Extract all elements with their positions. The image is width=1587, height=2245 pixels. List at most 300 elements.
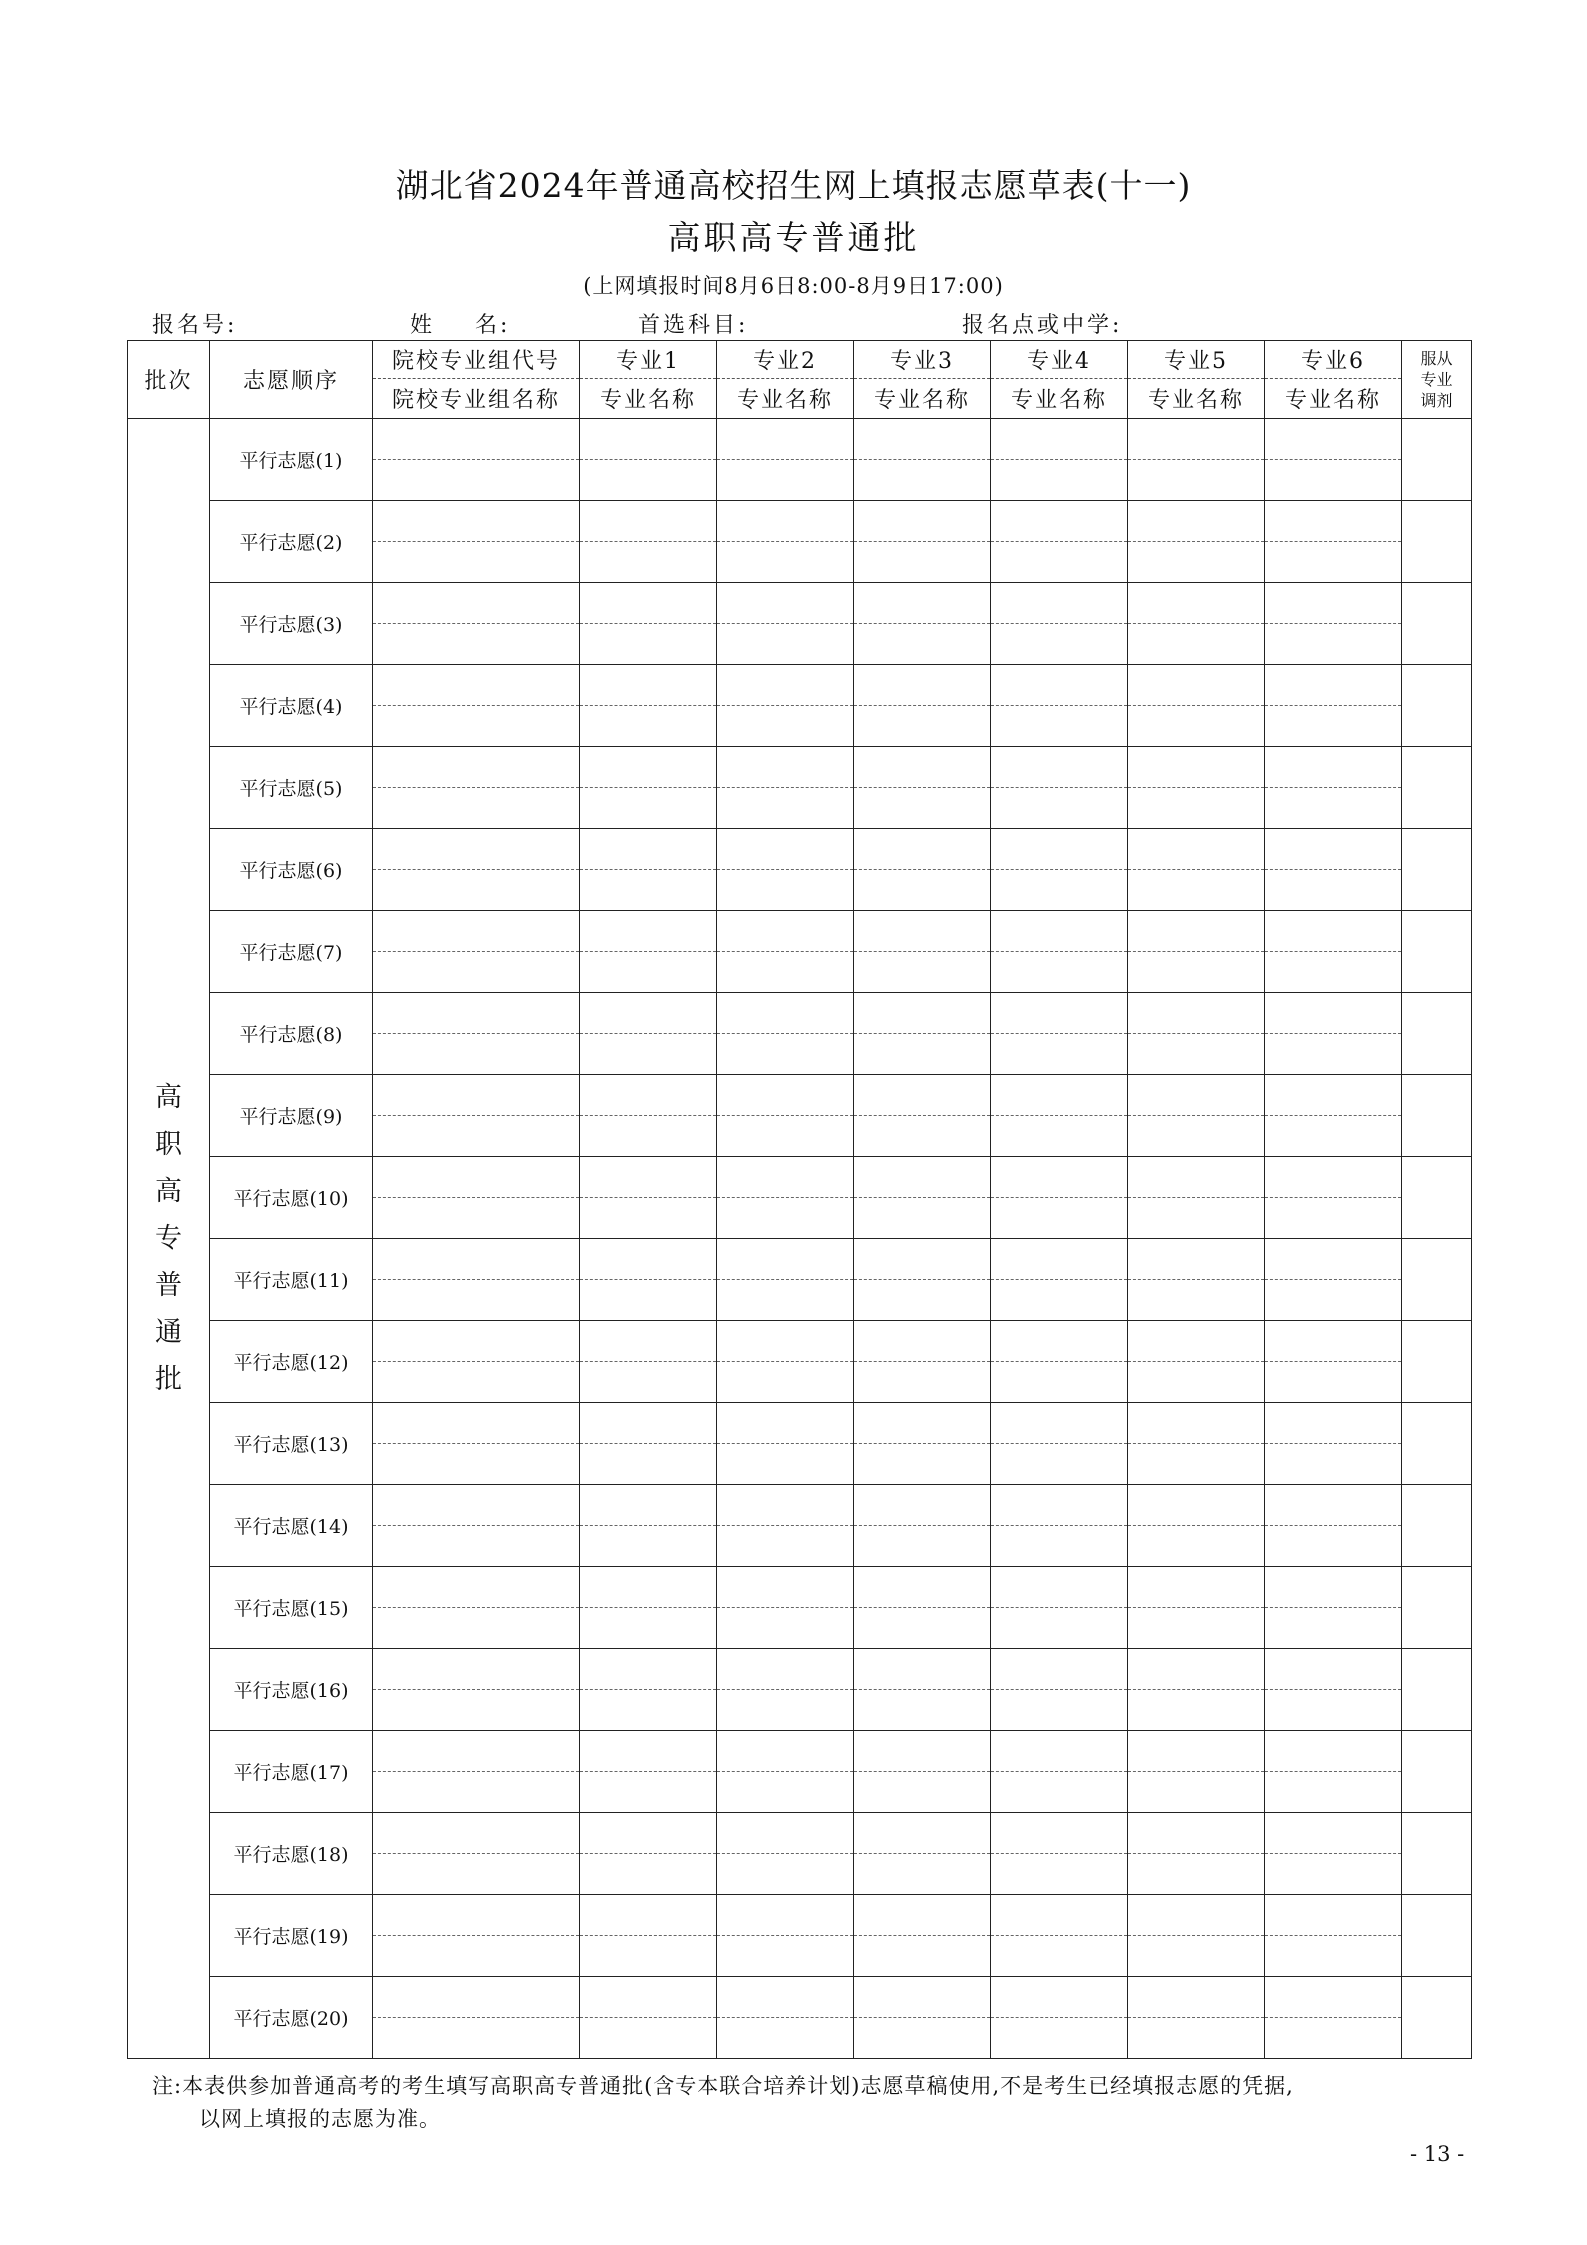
- adjustment-cell[interactable]: [1402, 1649, 1472, 1731]
- group-code-slot[interactable]: [373, 747, 579, 788]
- major-code-slot[interactable]: [854, 501, 990, 542]
- group-entry-cell[interactable]: [373, 1157, 580, 1239]
- major-name-slot[interactable]: [854, 1772, 990, 1812]
- major-name-slot[interactable]: [1265, 1280, 1401, 1320]
- major-name-slot[interactable]: [1128, 1116, 1264, 1156]
- major-code-slot[interactable]: [1128, 1075, 1264, 1116]
- adjustment-cell[interactable]: [1402, 747, 1472, 829]
- major-name-slot[interactable]: [854, 1444, 990, 1484]
- major-entry-cell[interactable]: [580, 1649, 717, 1731]
- group-code-slot[interactable]: [373, 1239, 579, 1280]
- major-name-slot[interactable]: [991, 1772, 1127, 1812]
- group-code-slot[interactable]: [373, 1485, 579, 1526]
- major-entry-cell[interactable]: [854, 993, 991, 1075]
- major-code-slot[interactable]: [854, 1485, 990, 1526]
- major-code-slot[interactable]: [1128, 1895, 1264, 1936]
- major-name-slot[interactable]: [991, 1198, 1127, 1238]
- major-code-slot[interactable]: [717, 1403, 853, 1444]
- major-code-slot[interactable]: [717, 829, 853, 870]
- group-code-slot[interactable]: [373, 501, 579, 542]
- group-code-slot[interactable]: [373, 1813, 579, 1854]
- major-code-slot[interactable]: [1265, 829, 1401, 870]
- major-name-slot[interactable]: [854, 2018, 990, 2058]
- group-name-slot[interactable]: [373, 1034, 579, 1074]
- group-entry-cell[interactable]: [373, 665, 580, 747]
- major-code-slot[interactable]: [1128, 665, 1264, 706]
- group-entry-cell[interactable]: [373, 419, 580, 501]
- major-code-slot[interactable]: [717, 993, 853, 1034]
- major-entry-cell[interactable]: [854, 583, 991, 665]
- major-name-slot[interactable]: [1128, 1198, 1264, 1238]
- group-code-slot[interactable]: [373, 1157, 579, 1198]
- major-entry-cell[interactable]: [580, 1895, 717, 1977]
- group-name-slot[interactable]: [373, 1690, 579, 1730]
- major-code-slot[interactable]: [580, 993, 716, 1034]
- group-code-slot[interactable]: [373, 1321, 579, 1362]
- major-entry-cell[interactable]: [580, 1813, 717, 1895]
- major-entry-cell[interactable]: [717, 747, 854, 829]
- major-entry-cell[interactable]: [854, 1157, 991, 1239]
- major-name-slot[interactable]: [991, 1280, 1127, 1320]
- group-code-slot[interactable]: [373, 1403, 579, 1444]
- major-entry-cell[interactable]: [717, 1649, 854, 1731]
- major-code-slot[interactable]: [854, 1157, 990, 1198]
- group-entry-cell[interactable]: [373, 501, 580, 583]
- major-entry-cell[interactable]: [991, 1403, 1128, 1485]
- major-entry-cell[interactable]: [854, 1813, 991, 1895]
- group-code-slot[interactable]: [373, 583, 579, 624]
- major-name-slot[interactable]: [580, 1116, 716, 1156]
- major-name-slot[interactable]: [580, 1854, 716, 1894]
- major-name-slot[interactable]: [1265, 1854, 1401, 1894]
- major-entry-cell[interactable]: [717, 1731, 854, 1813]
- major-name-slot[interactable]: [717, 1444, 853, 1484]
- major-entry-cell[interactable]: [991, 1321, 1128, 1403]
- major-entry-cell[interactable]: [1265, 1649, 1402, 1731]
- major-name-slot[interactable]: [717, 1854, 853, 1894]
- major-code-slot[interactable]: [991, 1239, 1127, 1280]
- major-entry-cell[interactable]: [580, 1321, 717, 1403]
- major-name-slot[interactable]: [1128, 1034, 1264, 1074]
- major-code-slot[interactable]: [1265, 583, 1401, 624]
- group-code-slot[interactable]: [373, 1567, 579, 1608]
- major-entry-cell[interactable]: [854, 665, 991, 747]
- adjustment-cell[interactable]: [1402, 501, 1472, 583]
- group-name-slot[interactable]: [373, 1608, 579, 1648]
- major-entry-cell[interactable]: [717, 1485, 854, 1567]
- group-entry-cell[interactable]: [373, 1813, 580, 1895]
- major-name-slot[interactable]: [991, 1526, 1127, 1566]
- major-name-slot[interactable]: [1265, 1526, 1401, 1566]
- group-entry-cell[interactable]: [373, 1731, 580, 1813]
- major-code-slot[interactable]: [854, 665, 990, 706]
- major-entry-cell[interactable]: [1265, 1403, 1402, 1485]
- major-code-slot[interactable]: [580, 1813, 716, 1854]
- major-code-slot[interactable]: [1128, 1239, 1264, 1280]
- major-code-slot[interactable]: [1265, 1567, 1401, 1608]
- major-name-slot[interactable]: [1265, 1772, 1401, 1812]
- major-entry-cell[interactable]: [1128, 829, 1265, 911]
- major-entry-cell[interactable]: [991, 747, 1128, 829]
- major-code-slot[interactable]: [717, 1813, 853, 1854]
- major-code-slot[interactable]: [580, 829, 716, 870]
- major-entry-cell[interactable]: [991, 1075, 1128, 1157]
- major-name-slot[interactable]: [991, 1854, 1127, 1894]
- major-code-slot[interactable]: [580, 1567, 716, 1608]
- major-name-slot[interactable]: [1265, 1116, 1401, 1156]
- major-entry-cell[interactable]: [1265, 1485, 1402, 1567]
- major-entry-cell[interactable]: [717, 1157, 854, 1239]
- group-entry-cell[interactable]: [373, 1321, 580, 1403]
- major-entry-cell[interactable]: [717, 665, 854, 747]
- major-name-slot[interactable]: [854, 542, 990, 582]
- major-name-slot[interactable]: [580, 624, 716, 664]
- major-entry-cell[interactable]: [717, 1567, 854, 1649]
- major-entry-cell[interactable]: [580, 583, 717, 665]
- major-name-slot[interactable]: [991, 460, 1127, 500]
- major-name-slot[interactable]: [1128, 788, 1264, 828]
- major-entry-cell[interactable]: [717, 993, 854, 1075]
- major-code-slot[interactable]: [1265, 1895, 1401, 1936]
- major-entry-cell[interactable]: [854, 1567, 991, 1649]
- major-name-slot[interactable]: [1265, 460, 1401, 500]
- major-code-slot[interactable]: [1128, 1731, 1264, 1772]
- major-name-slot[interactable]: [991, 542, 1127, 582]
- major-code-slot[interactable]: [580, 911, 716, 952]
- major-name-slot[interactable]: [580, 542, 716, 582]
- major-code-slot[interactable]: [1128, 993, 1264, 1034]
- major-name-slot[interactable]: [580, 1690, 716, 1730]
- major-entry-cell[interactable]: [1265, 1321, 1402, 1403]
- major-name-slot[interactable]: [1265, 1444, 1401, 1484]
- major-entry-cell[interactable]: [991, 665, 1128, 747]
- major-entry-cell[interactable]: [854, 1895, 991, 1977]
- major-code-slot[interactable]: [1265, 665, 1401, 706]
- major-code-slot[interactable]: [1265, 1239, 1401, 1280]
- major-entry-cell[interactable]: [1265, 1977, 1402, 2059]
- major-code-slot[interactable]: [580, 1649, 716, 1690]
- group-entry-cell[interactable]: [373, 1649, 580, 1731]
- major-name-slot[interactable]: [580, 1936, 716, 1976]
- major-entry-cell[interactable]: [580, 1977, 717, 2059]
- major-entry-cell[interactable]: [854, 1239, 991, 1321]
- group-name-slot[interactable]: [373, 788, 579, 828]
- major-code-slot[interactable]: [1128, 1567, 1264, 1608]
- major-entry-cell[interactable]: [1128, 583, 1265, 665]
- major-code-slot[interactable]: [854, 1239, 990, 1280]
- major-entry-cell[interactable]: [717, 1321, 854, 1403]
- major-entry-cell[interactable]: [854, 1731, 991, 1813]
- major-name-slot[interactable]: [1128, 1772, 1264, 1812]
- major-name-slot[interactable]: [580, 788, 716, 828]
- major-code-slot[interactable]: [1265, 1731, 1401, 1772]
- major-code-slot[interactable]: [1128, 419, 1264, 460]
- major-entry-cell[interactable]: [1265, 1157, 1402, 1239]
- major-name-slot[interactable]: [854, 1280, 990, 1320]
- major-code-slot[interactable]: [580, 1403, 716, 1444]
- major-name-slot[interactable]: [580, 460, 716, 500]
- major-entry-cell[interactable]: [991, 1239, 1128, 1321]
- major-code-slot[interactable]: [991, 829, 1127, 870]
- major-code-slot[interactable]: [580, 1239, 716, 1280]
- major-code-slot[interactable]: [717, 1321, 853, 1362]
- major-name-slot[interactable]: [1128, 542, 1264, 582]
- major-code-slot[interactable]: [1265, 1157, 1401, 1198]
- group-entry-cell[interactable]: [373, 1485, 580, 1567]
- major-entry-cell[interactable]: [1265, 1813, 1402, 1895]
- major-entry-cell[interactable]: [580, 829, 717, 911]
- major-entry-cell[interactable]: [580, 1239, 717, 1321]
- major-name-slot[interactable]: [991, 1936, 1127, 1976]
- major-code-slot[interactable]: [854, 583, 990, 624]
- major-code-slot[interactable]: [991, 1403, 1127, 1444]
- major-code-slot[interactable]: [717, 501, 853, 542]
- adjustment-cell[interactable]: [1402, 1977, 1472, 2059]
- major-entry-cell[interactable]: [1265, 1895, 1402, 1977]
- major-name-slot[interactable]: [1265, 624, 1401, 664]
- major-code-slot[interactable]: [580, 665, 716, 706]
- major-code-slot[interactable]: [580, 747, 716, 788]
- group-entry-cell[interactable]: [373, 1239, 580, 1321]
- major-entry-cell[interactable]: [854, 1403, 991, 1485]
- major-entry-cell[interactable]: [1128, 747, 1265, 829]
- major-entry-cell[interactable]: [1128, 1321, 1265, 1403]
- major-name-slot[interactable]: [854, 1362, 990, 1402]
- major-name-slot[interactable]: [854, 952, 990, 992]
- major-name-slot[interactable]: [1128, 1280, 1264, 1320]
- major-code-slot[interactable]: [854, 1895, 990, 1936]
- major-name-slot[interactable]: [1128, 2018, 1264, 2058]
- major-code-slot[interactable]: [991, 1321, 1127, 1362]
- major-name-slot[interactable]: [1128, 1936, 1264, 1976]
- major-name-slot[interactable]: [1128, 952, 1264, 992]
- major-entry-cell[interactable]: [717, 1813, 854, 1895]
- major-entry-cell[interactable]: [1128, 1485, 1265, 1567]
- major-entry-cell[interactable]: [1128, 993, 1265, 1075]
- major-code-slot[interactable]: [1265, 1485, 1401, 1526]
- major-name-slot[interactable]: [717, 1280, 853, 1320]
- major-code-slot[interactable]: [991, 993, 1127, 1034]
- major-entry-cell[interactable]: [854, 747, 991, 829]
- major-entry-cell[interactable]: [580, 1157, 717, 1239]
- major-code-slot[interactable]: [580, 419, 716, 460]
- major-code-slot[interactable]: [1265, 747, 1401, 788]
- adjustment-cell[interactable]: [1402, 419, 1472, 501]
- major-code-slot[interactable]: [991, 665, 1127, 706]
- major-entry-cell[interactable]: [991, 1157, 1128, 1239]
- group-name-slot[interactable]: [373, 1362, 579, 1402]
- major-name-slot[interactable]: [1128, 1444, 1264, 1484]
- group-name-slot[interactable]: [373, 870, 579, 910]
- major-name-slot[interactable]: [717, 1198, 853, 1238]
- major-name-slot[interactable]: [717, 706, 853, 746]
- major-name-slot[interactable]: [1128, 1854, 1264, 1894]
- major-name-slot[interactable]: [580, 1526, 716, 1566]
- group-entry-cell[interactable]: [373, 1567, 580, 1649]
- group-entry-cell[interactable]: [373, 1895, 580, 1977]
- major-name-slot[interactable]: [580, 1198, 716, 1238]
- major-name-slot[interactable]: [1265, 1362, 1401, 1402]
- adjustment-cell[interactable]: [1402, 1239, 1472, 1321]
- major-name-slot[interactable]: [991, 1116, 1127, 1156]
- major-name-slot[interactable]: [854, 1526, 990, 1566]
- major-code-slot[interactable]: [1128, 583, 1264, 624]
- major-code-slot[interactable]: [991, 1895, 1127, 1936]
- major-name-slot[interactable]: [991, 2018, 1127, 2058]
- major-code-slot[interactable]: [1128, 1813, 1264, 1854]
- major-code-slot[interactable]: [991, 1485, 1127, 1526]
- major-code-slot[interactable]: [991, 1157, 1127, 1198]
- major-code-slot[interactable]: [580, 1075, 716, 1116]
- adjustment-cell[interactable]: [1402, 1895, 1472, 1977]
- major-entry-cell[interactable]: [991, 419, 1128, 501]
- major-name-slot[interactable]: [1128, 460, 1264, 500]
- major-name-slot[interactable]: [717, 542, 853, 582]
- major-name-slot[interactable]: [1265, 870, 1401, 910]
- adjustment-cell[interactable]: [1402, 1813, 1472, 1895]
- major-name-slot[interactable]: [580, 2018, 716, 2058]
- group-code-slot[interactable]: [373, 665, 579, 706]
- major-code-slot[interactable]: [717, 583, 853, 624]
- major-entry-cell[interactable]: [1128, 1157, 1265, 1239]
- major-name-slot[interactable]: [717, 1116, 853, 1156]
- major-name-slot[interactable]: [854, 624, 990, 664]
- major-code-slot[interactable]: [1265, 1977, 1401, 2018]
- major-entry-cell[interactable]: [1265, 911, 1402, 993]
- major-name-slot[interactable]: [580, 1444, 716, 1484]
- major-code-slot[interactable]: [1128, 1321, 1264, 1362]
- major-code-slot[interactable]: [991, 747, 1127, 788]
- major-name-slot[interactable]: [1265, 2018, 1401, 2058]
- major-entry-cell[interactable]: [580, 665, 717, 747]
- major-entry-cell[interactable]: [580, 1567, 717, 1649]
- major-entry-cell[interactable]: [717, 1977, 854, 2059]
- group-name-slot[interactable]: [373, 1854, 579, 1894]
- major-entry-cell[interactable]: [580, 419, 717, 501]
- major-entry-cell[interactable]: [991, 1649, 1128, 1731]
- major-name-slot[interactable]: [1128, 624, 1264, 664]
- group-entry-cell[interactable]: [373, 911, 580, 993]
- major-name-slot[interactable]: [580, 1608, 716, 1648]
- major-entry-cell[interactable]: [580, 1485, 717, 1567]
- major-entry-cell[interactable]: [717, 1239, 854, 1321]
- major-entry-cell[interactable]: [1265, 1731, 1402, 1813]
- group-entry-cell[interactable]: [373, 747, 580, 829]
- group-code-slot[interactable]: [373, 993, 579, 1034]
- major-code-slot[interactable]: [580, 583, 716, 624]
- major-entry-cell[interactable]: [717, 583, 854, 665]
- major-name-slot[interactable]: [717, 2018, 853, 2058]
- adjustment-cell[interactable]: [1402, 1567, 1472, 1649]
- major-name-slot[interactable]: [991, 1034, 1127, 1074]
- major-code-slot[interactable]: [717, 665, 853, 706]
- group-name-slot[interactable]: [373, 1526, 579, 1566]
- major-code-slot[interactable]: [1128, 1403, 1264, 1444]
- major-name-slot[interactable]: [854, 1936, 990, 1976]
- major-name-slot[interactable]: [854, 1854, 990, 1894]
- major-code-slot[interactable]: [854, 1731, 990, 1772]
- major-entry-cell[interactable]: [991, 993, 1128, 1075]
- major-entry-cell[interactable]: [854, 501, 991, 583]
- major-entry-cell[interactable]: [580, 911, 717, 993]
- major-name-slot[interactable]: [717, 1526, 853, 1566]
- major-code-slot[interactable]: [1265, 1649, 1401, 1690]
- major-entry-cell[interactable]: [1128, 419, 1265, 501]
- major-entry-cell[interactable]: [854, 911, 991, 993]
- major-code-slot[interactable]: [991, 1977, 1127, 2018]
- major-name-slot[interactable]: [1128, 870, 1264, 910]
- major-name-slot[interactable]: [1265, 1608, 1401, 1648]
- major-name-slot[interactable]: [991, 706, 1127, 746]
- major-entry-cell[interactable]: [854, 1485, 991, 1567]
- major-code-slot[interactable]: [1128, 1977, 1264, 2018]
- major-entry-cell[interactable]: [1265, 501, 1402, 583]
- major-name-slot[interactable]: [580, 706, 716, 746]
- major-entry-cell[interactable]: [580, 1075, 717, 1157]
- group-name-slot[interactable]: [373, 952, 579, 992]
- group-code-slot[interactable]: [373, 419, 579, 460]
- group-code-slot[interactable]: [373, 1731, 579, 1772]
- adjustment-cell[interactable]: [1402, 1075, 1472, 1157]
- major-entry-cell[interactable]: [1265, 583, 1402, 665]
- major-name-slot[interactable]: [717, 1608, 853, 1648]
- major-name-slot[interactable]: [717, 1772, 853, 1812]
- major-name-slot[interactable]: [580, 1772, 716, 1812]
- major-name-slot[interactable]: [854, 1034, 990, 1074]
- major-name-slot[interactable]: [717, 460, 853, 500]
- group-code-slot[interactable]: [373, 1895, 579, 1936]
- major-entry-cell[interactable]: [991, 911, 1128, 993]
- major-code-slot[interactable]: [717, 1567, 853, 1608]
- major-name-slot[interactable]: [1128, 1608, 1264, 1648]
- group-name-slot[interactable]: [373, 1936, 579, 1976]
- major-code-slot[interactable]: [854, 829, 990, 870]
- major-name-slot[interactable]: [1265, 706, 1401, 746]
- major-name-slot[interactable]: [1128, 1690, 1264, 1730]
- major-name-slot[interactable]: [580, 952, 716, 992]
- group-entry-cell[interactable]: [373, 829, 580, 911]
- major-code-slot[interactable]: [854, 1075, 990, 1116]
- major-code-slot[interactable]: [1128, 501, 1264, 542]
- major-code-slot[interactable]: [717, 1075, 853, 1116]
- adjustment-cell[interactable]: [1402, 665, 1472, 747]
- major-entry-cell[interactable]: [1128, 1567, 1265, 1649]
- major-code-slot[interactable]: [854, 1813, 990, 1854]
- major-name-slot[interactable]: [1265, 788, 1401, 828]
- major-code-slot[interactable]: [1265, 911, 1401, 952]
- major-code-slot[interactable]: [991, 1813, 1127, 1854]
- group-name-slot[interactable]: [373, 1444, 579, 1484]
- group-name-slot[interactable]: [373, 1772, 579, 1812]
- major-entry-cell[interactable]: [1128, 1075, 1265, 1157]
- major-name-slot[interactable]: [580, 870, 716, 910]
- major-code-slot[interactable]: [991, 1731, 1127, 1772]
- group-code-slot[interactable]: [373, 1649, 579, 1690]
- major-code-slot[interactable]: [580, 501, 716, 542]
- major-code-slot[interactable]: [580, 1157, 716, 1198]
- major-name-slot[interactable]: [580, 1362, 716, 1402]
- group-code-slot[interactable]: [373, 1977, 579, 2018]
- major-entry-cell[interactable]: [991, 1895, 1128, 1977]
- major-code-slot[interactable]: [580, 1977, 716, 2018]
- major-name-slot[interactable]: [717, 1936, 853, 1976]
- major-code-slot[interactable]: [580, 1895, 716, 1936]
- adjustment-cell[interactable]: [1402, 829, 1472, 911]
- major-code-slot[interactable]: [1128, 829, 1264, 870]
- major-name-slot[interactable]: [717, 870, 853, 910]
- major-name-slot[interactable]: [717, 624, 853, 664]
- major-entry-cell[interactable]: [854, 829, 991, 911]
